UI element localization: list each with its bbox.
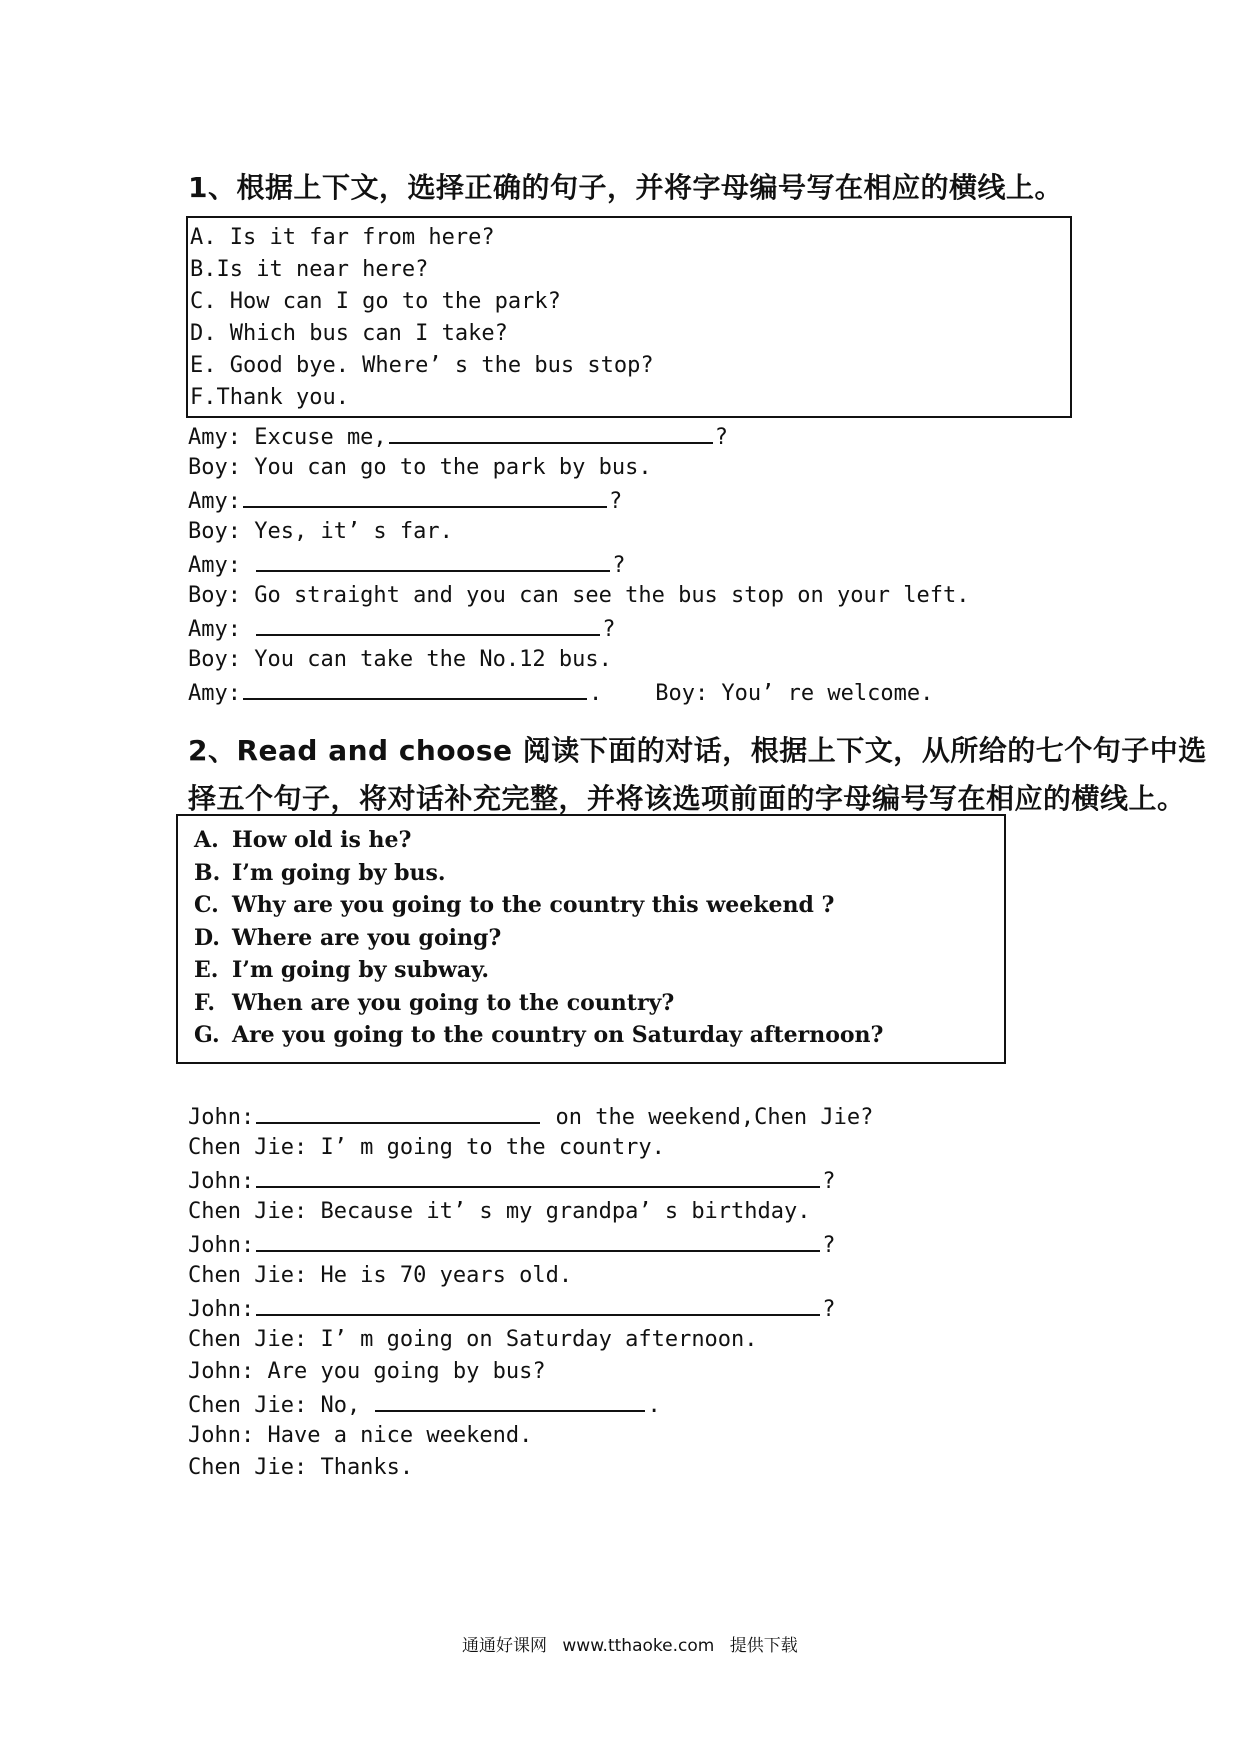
section1-options-box — [186, 216, 1072, 418]
section2-option-e: E. I’m going by subway. — [194, 957, 490, 983]
dialogue-line: Chen Jie: Because it’ s my grandpa’ s birthday. — [188, 1199, 811, 1224]
answer-blank[interactable] — [256, 1100, 540, 1124]
answer-blank[interactable] — [256, 1164, 820, 1188]
dialogue-line: Chen Jie: No, . — [188, 1388, 873, 1420]
section1-dialogue — [188, 420, 969, 708]
dialogue-line: John: Have a nice weekend. — [188, 1423, 533, 1448]
section1-title: 1、根据上下文，选择正确的句子，并将字母编号写在相应的横线上。 — [188, 171, 1063, 204]
answer-blank[interactable] — [256, 1292, 820, 1316]
dialogue-line: Chen Jie: I’ m going on Saturday afternoon. — [188, 1327, 758, 1352]
section2-option-b: B. I’m going by bus. — [194, 859, 446, 886]
section2-title-line2: 择五个句子，将对话补充完整，并将该选项前面的字母编号写在相应的横线上。 — [188, 782, 1186, 815]
answer-blank[interactable] — [243, 676, 587, 700]
dialogue-line: Chen Jie: I’ m going to the country. — [188, 1135, 665, 1160]
answer-blank[interactable] — [389, 420, 713, 444]
section2-options-box — [176, 814, 1006, 1064]
dialogue-line: Boy: Go straight and you can see the bus stop on your left. — [188, 583, 970, 608]
section1-option-a: A. Is it far from here? — [190, 225, 495, 250]
section1-option-f: F.Thank you. — [190, 385, 349, 410]
answer-blank[interactable] — [256, 548, 610, 572]
dialogue-line: Chen Jie: Thanks. — [188, 1455, 414, 1480]
section2-option-f: F. When are you going to the country? — [194, 989, 675, 1016]
dialogue-line: Amy: Excuse me, ? — [188, 420, 969, 452]
dialogue-line: John: ? — [188, 1292, 873, 1324]
section2-option-d: D. Where are you going? — [194, 924, 502, 951]
section1-option-e: E. Good bye. Where’ s the bus stop? — [190, 353, 654, 378]
dialogue-line: Boy: Yes, it’ s far. — [188, 519, 453, 544]
footer-url[interactable]: www.tthaoke.com — [562, 1636, 715, 1656]
dialogue-line: Boy: You can take the No.12 bus. — [188, 647, 612, 672]
dialogue-line: Amy: ? — [188, 484, 969, 516]
section2-option-g: G. Are you going to the country on Saturday afternoon? — [194, 1022, 884, 1048]
answer-blank[interactable] — [256, 612, 600, 636]
dialogue-line: John: on the weekend,Chen Jie? — [188, 1100, 873, 1132]
dialogue-line: John: ? — [188, 1228, 873, 1260]
dialogue-line: John: ? — [188, 1164, 873, 1196]
section2-dialogue — [188, 1100, 873, 1484]
section1-option-c: C. How can I go to the park? — [190, 289, 561, 314]
section1-option-d: D. Which bus can I take? — [190, 321, 508, 346]
section2-option-c: C. Why are you going to the country this weekend ? — [194, 892, 835, 918]
footer — [462, 1631, 808, 1656]
dialogue-line: Amy: ? — [188, 612, 969, 644]
dialogue-line: Chen Jie: He is 70 years old. — [188, 1263, 573, 1288]
footer-suffix: 提供下载 — [729, 1636, 798, 1656]
answer-blank[interactable] — [243, 484, 607, 508]
answer-blank[interactable] — [375, 1388, 645, 1412]
section1-option-b: B.Is it near here? — [190, 257, 429, 282]
section2-option-a: A. How old is he? — [194, 827, 412, 853]
dialogue-line: Boy: You can go to the park by bus. — [188, 455, 652, 480]
dialogue-line: John: Are you going by bus? — [188, 1359, 546, 1384]
answer-blank[interactable] — [256, 1228, 820, 1252]
footer-site-name: 通通好课网 — [462, 1636, 547, 1656]
section2-title-line1: 2、Read and choose 阅读下面的对话，根据上下文，从所给的七个句子中选 — [188, 734, 1207, 767]
dialogue-line: Amy: ? — [188, 548, 969, 580]
dialogue-line: Amy: . Boy: You’ re welcome. — [188, 676, 969, 708]
